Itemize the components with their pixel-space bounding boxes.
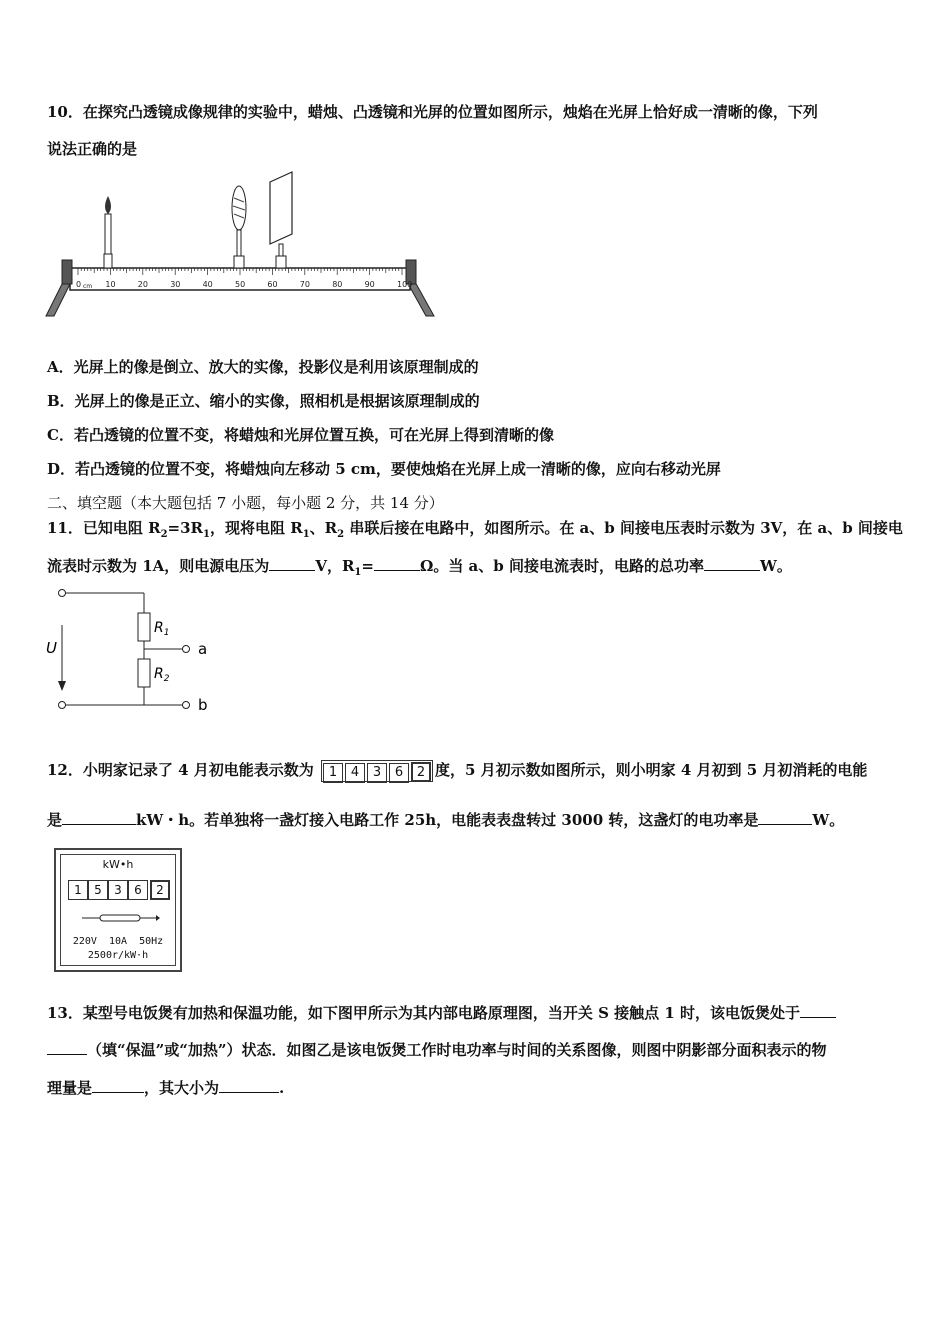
- light-screen: [270, 172, 292, 268]
- series-circuit-figure: [40, 585, 220, 720]
- bench-tick-label: 50: [235, 280, 246, 289]
- bench-tick-label: 20: [137, 280, 148, 289]
- q13-line3: 理量是 ，其大小为 .: [47, 1079, 285, 1097]
- q11-line2: 流表时示数为 1A，则电源电压为 V，$R_1= \Omega$。当 a、b 间接电流表时，电路的总功率 W。: [47, 557, 792, 578]
- bench-tick-label: 100: [397, 280, 413, 289]
- q11-blank-power: [704, 556, 760, 571]
- q13-blank-state-b: [47, 1040, 87, 1055]
- section2-heading: 二、填空题（本大题包括 7 小题，每小题 2 分，共 14 分）: [47, 494, 444, 512]
- meter-unit: kW•h: [102, 858, 134, 871]
- q10-option-c: C．若凸透镜的位置不变，将蜡烛和光屏位置互换，可在光屏上得到清晰的像: [47, 426, 554, 444]
- bench-tick-label: 60: [267, 280, 278, 289]
- bench-tick-label: 30: [170, 280, 181, 289]
- bench-unit: cm: [83, 283, 93, 290]
- svg-text:R2: $R_2$: [154, 666, 170, 684]
- q13-blank-state-a: [800, 1003, 836, 1018]
- q11-blank-r1: [374, 556, 420, 571]
- q10-option-b: B．光屏上的像是正立、缩小的实像，照相机是根据该原理制成的: [47, 392, 480, 410]
- meter-spec1: 220V 10A 50Hz: [72, 936, 164, 947]
- q10-option-d: D．若凸透镜的位置不变，将蜡烛向左移动 5 cm，要使烛焰在光屏上成一清晰的像，应向右移动光屏: [47, 460, 721, 478]
- bench-tick-label: 40: [202, 280, 213, 289]
- q12-blank-energy: [62, 810, 136, 825]
- bench-tick-label: 80: [332, 280, 343, 289]
- q10-stem-line1: 10．在探究凸透镜成像规律的实验中，蜡烛、凸透镜和光屏的位置如图所示，烛焰在光屏上恰好成一清晰的像，下列: [47, 103, 818, 121]
- q13-line2: （填“保温”或“加热”）状态．如图乙是该电饭煲工作时电功率与时间的关系图像，则图中阴影部分面积表示的物: [47, 1040, 827, 1060]
- label-a: a: [198, 640, 208, 658]
- bench-tick-label: 10: [105, 280, 116, 289]
- q11-blank-voltage: [269, 556, 315, 571]
- april-meter-digits: 1 4 3 6 2: [321, 760, 433, 782]
- meter-digits: 1 5 3 6 2: [68, 880, 170, 900]
- bench-left-end: [62, 260, 72, 284]
- q13-blank-quantity: [92, 1078, 144, 1093]
- meter-spec2: 2500r/kW·h: [87, 950, 149, 961]
- q10-option-a: A．光屏上的像是倒立、放大的实像，投影仪是利用该原理制成的: [47, 358, 479, 376]
- q10-stem-line2: 说法正确的是: [47, 140, 138, 158]
- energy-meter-figure: [54, 848, 182, 972]
- svg-text:R1: $R_1$: [154, 620, 170, 638]
- bench-left-leg: [46, 280, 72, 316]
- candle: [104, 196, 112, 268]
- convex-lens: [232, 186, 246, 268]
- label-u: U: [46, 639, 57, 657]
- meter-disc-window: [80, 912, 160, 924]
- q12-line1: 12．小明家记录了 4 月初电能表示数为 1 4 3 6 2 度，5 月初示数如图所示，则小明家 4 月初到 5 月初消耗的电能: [47, 760, 867, 782]
- bench-tick-label: 0: [76, 280, 82, 289]
- q13-line1: 13．某型号电饭煲有加热和保温功能，如下图甲所示为其内部电路原理图，当开关 S 接触点 1 时，该电饭煲处于: [47, 1003, 836, 1023]
- q12-line2: 是 kW・h。若单独将一盏灯接入电路工作 25h，电能表表盘转过 3000 转，这盏灯的电功率是 W。: [47, 811, 845, 829]
- bench-tick-label: 70: [299, 280, 310, 289]
- q13-blank-value: [219, 1078, 279, 1093]
- bench-tick-label: 90: [364, 280, 375, 289]
- q12-blank-power: [758, 810, 812, 825]
- q11-line1: 11．已知电阻 $R_2=3R_1$，现将电阻 $R_1$、$R_2$ 串联后接在电路中，如图所示。在 a、b 间接电压表时示数为 3V，在 a、b 间接电: [47, 519, 903, 540]
- label-b: b: [198, 696, 208, 714]
- optical-bench-figure: [44, 168, 436, 320]
